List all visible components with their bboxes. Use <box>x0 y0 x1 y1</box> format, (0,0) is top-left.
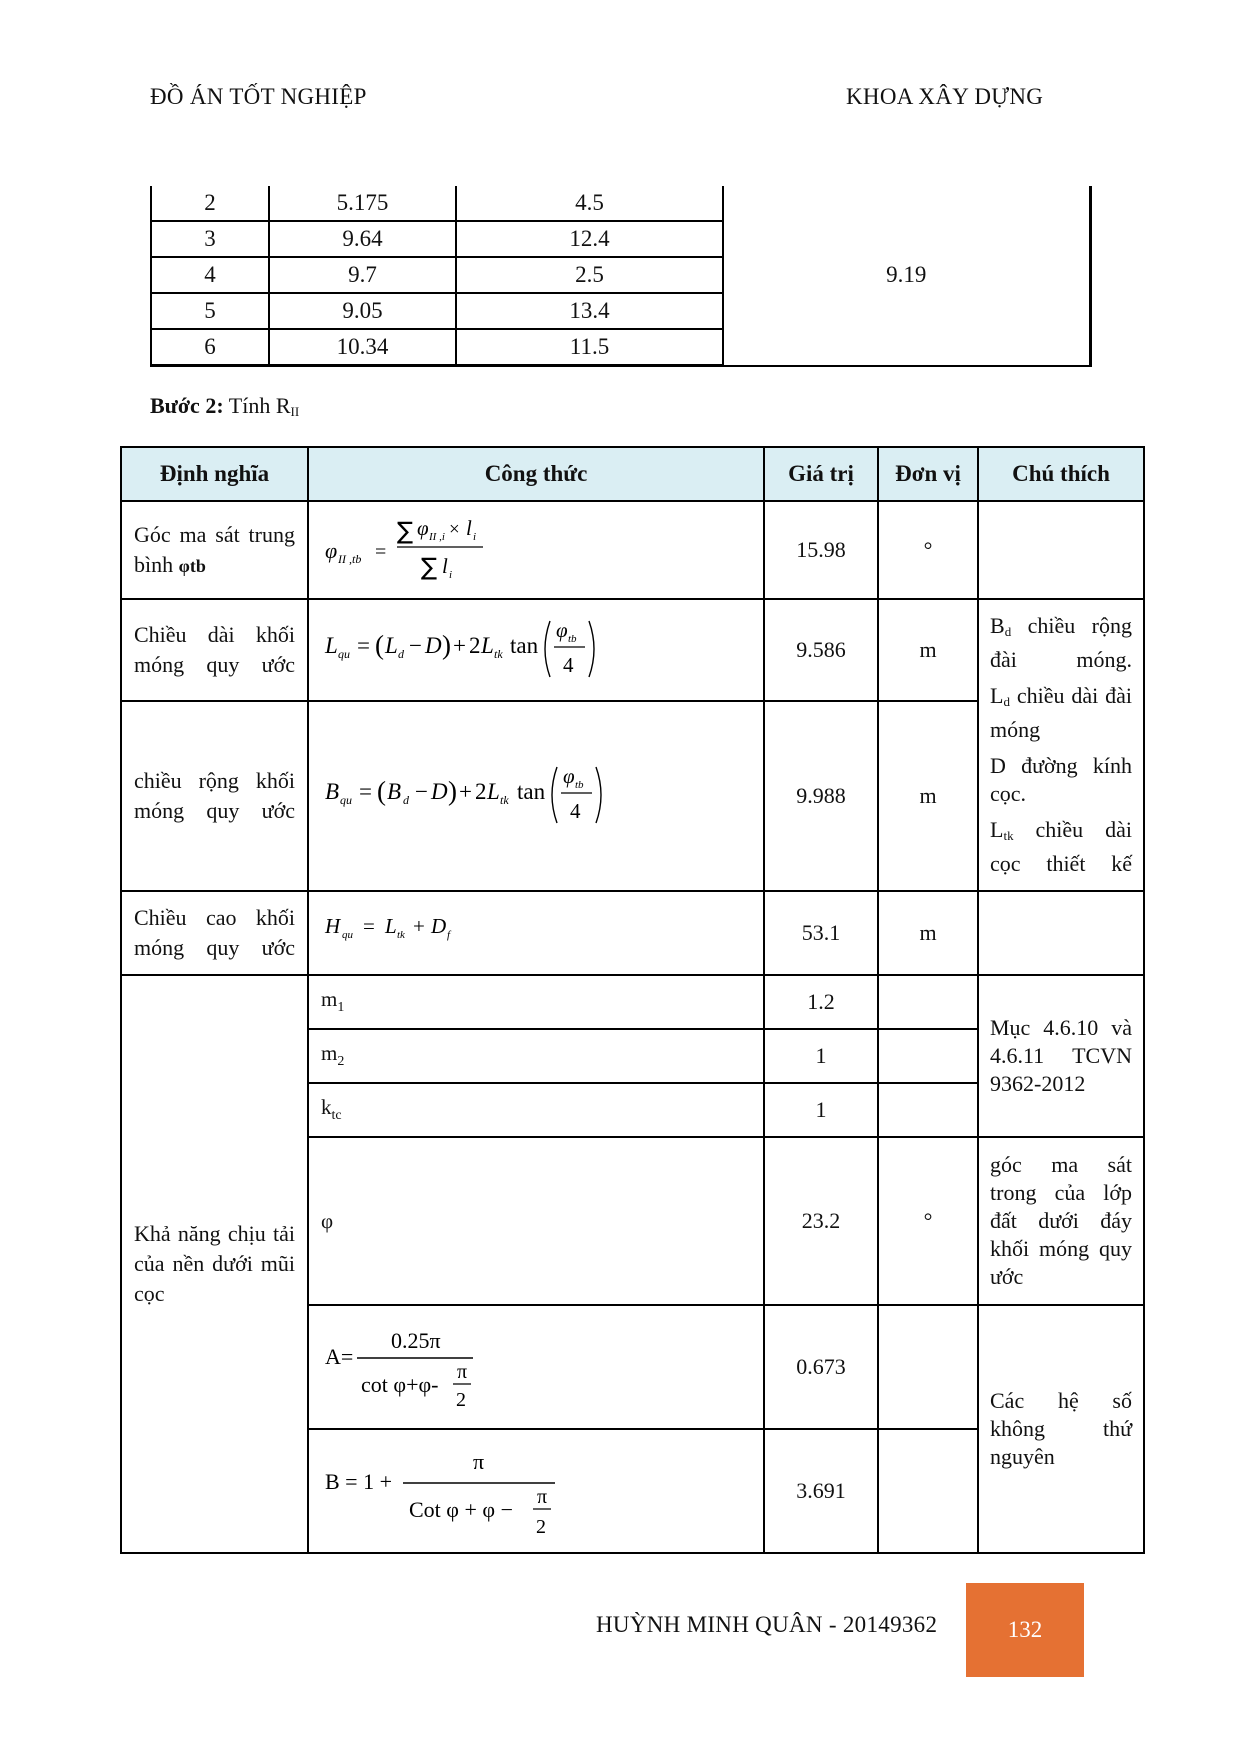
symbol-cell: $k_{tc}$ <box>308 1083 764 1137</box>
svg-text:∑: ∑ <box>421 553 438 581</box>
note-cell <box>978 501 1144 599</box>
formula-b-qu-svg <box>323 753 643 833</box>
svg-text:φ: φ <box>556 618 568 642</box>
col-header-note: Chú thích <box>978 447 1144 501</box>
svg-text:∑: ∑ <box>397 517 414 545</box>
table-row <box>151 186 1090 221</box>
svg-text:L: L <box>487 779 500 804</box>
svg-text:(: ( <box>375 630 384 660</box>
svg-text:L: L <box>385 633 398 658</box>
table-row <box>121 501 1144 599</box>
svg-text:Cot φ + φ −: Cot φ + φ − <box>409 1497 513 1522</box>
table-header-row <box>121 447 1144 501</box>
svg-text:D: D <box>425 633 442 658</box>
svg-text:tb: tb <box>568 633 577 645</box>
definition-cell: Chiều dài khối móng quy ước <box>121 599 308 701</box>
svg-text:+: + <box>413 914 425 938</box>
svg-text:D: D <box>431 779 448 804</box>
unit-cell <box>878 1083 978 1137</box>
note-line: D đường kính cọc. <box>990 753 1132 806</box>
svg-text:d: d <box>398 647 404 661</box>
svg-text:=: = <box>363 914 375 938</box>
formula-b-qu <box>308 701 764 891</box>
svg-text:tk: tk <box>500 793 509 807</box>
svg-text:l: l <box>442 554 448 578</box>
value-cell: 3.691 <box>764 1429 878 1553</box>
svg-text:qu: qu <box>342 929 353 941</box>
svg-text:2: 2 <box>536 1516 546 1538</box>
svg-text:×: × <box>449 519 460 540</box>
value-cell: 9.586 <box>764 599 878 701</box>
svg-text:qu: qu <box>338 647 350 661</box>
svg-text:φ: φ <box>325 538 338 563</box>
definition-cell: Khả năng chịu tải của nền dưới mũi cọc <box>121 975 308 1553</box>
svg-text:=: = <box>359 779 372 804</box>
unit-cell: ° <box>878 501 978 599</box>
svg-text:=: = <box>357 633 370 658</box>
value-cell: 53.1 <box>764 891 878 975</box>
note-line: $B_d$ chiều rộng đài móng. <box>990 613 1132 672</box>
svg-text:II ,i: II ,i <box>429 531 445 543</box>
svg-text:tb: tb <box>575 779 584 791</box>
note-line: $L_{tk}$ chiều dài cọc thiết kế <box>990 817 1132 876</box>
svg-text:π: π <box>457 1361 468 1383</box>
layer-no: 3 <box>151 221 269 257</box>
formula-phi-tb <box>308 501 764 599</box>
svg-text:+: + <box>459 779 472 804</box>
svg-text:=: = <box>375 541 387 563</box>
layer-no: 4 <box>151 257 269 293</box>
svg-text:B = 1 +: B = 1 + <box>325 1469 392 1494</box>
svg-text:0.25π: 0.25π <box>391 1328 441 1353</box>
value-cell: 23.2 <box>764 1137 878 1305</box>
unit-cell <box>878 975 978 1029</box>
svg-text:i: i <box>449 569 453 581</box>
symbol-cell: φ <box>308 1137 764 1305</box>
formula-h-qu <box>308 891 764 975</box>
footer-author: HUỲNH MINH QUÂN - 20149362 <box>596 1612 938 1637</box>
svg-text:tk: tk <box>494 647 503 661</box>
unit-cell <box>878 1429 978 1553</box>
definition-text: Góc ma sát trung bình <box>134 521 295 577</box>
header-left: ĐỒ ÁN TỐT NGHIỆP <box>150 84 367 109</box>
svg-text:tan: tan <box>517 779 546 804</box>
step-text: Tính R <box>228 393 291 418</box>
value-cell: 1.2 <box>764 975 878 1029</box>
definition-cell: chiều rộng khối móng quy ước <box>121 701 308 891</box>
col-header-definition: Định nghĩa <box>121 447 308 501</box>
note-phi: góc ma sát trong của lớp đất dưới đáy khối móng quy ước <box>978 1137 1144 1305</box>
value-cell: 0.673 <box>764 1305 878 1429</box>
rii-table <box>120 446 1145 1554</box>
unit-cell <box>878 1305 978 1429</box>
svg-text:l: l <box>466 516 472 540</box>
layer-no: 5 <box>151 293 269 329</box>
value-cell: 1 <box>764 1029 878 1083</box>
step-heading <box>150 393 299 420</box>
col-header-value: Giá trị <box>764 447 878 501</box>
unit-cell <box>878 1029 978 1083</box>
svg-text:4: 4 <box>570 799 581 823</box>
definition-cell: Chiều cao khối móng quy ước <box>121 891 308 975</box>
layer-thickness: 9.7 <box>269 257 456 293</box>
step-sub: II <box>290 404 300 419</box>
layer-phi: 13.4 <box>456 293 723 329</box>
svg-text:i: i <box>473 531 477 543</box>
value-cell: 9.988 <box>764 701 878 891</box>
formula-a <box>308 1305 764 1429</box>
phi-average: 9.19 <box>723 186 1090 366</box>
col-header-unit: Đơn vị <box>878 447 978 501</box>
layer-thickness: 9.05 <box>269 293 456 329</box>
svg-text:2: 2 <box>475 779 487 804</box>
formula-a-svg <box>323 1314 523 1414</box>
svg-text:qu: qu <box>340 793 352 807</box>
layer-thickness: 10.34 <box>269 329 456 366</box>
formula-phi-tb-svg <box>323 507 523 587</box>
svg-text:φ: φ <box>563 764 575 788</box>
layer-thickness: 9.64 <box>269 221 456 257</box>
table-row <box>121 891 1144 975</box>
layer-phi: 4.5 <box>456 186 723 221</box>
svg-text:L: L <box>481 633 494 658</box>
formula-h-qu-svg <box>323 905 523 955</box>
value-cell: 1 <box>764 1083 878 1137</box>
unit-cell: m <box>878 891 978 975</box>
note-cell <box>978 891 1144 975</box>
svg-text:4: 4 <box>563 653 574 677</box>
svg-text:L: L <box>385 914 397 938</box>
layer-no: 6 <box>151 329 269 366</box>
symbol-cell: $m_1$ <box>308 975 764 1029</box>
svg-text:B: B <box>387 779 402 804</box>
formula-b-svg <box>323 1433 563 1543</box>
svg-text:π: π <box>473 1449 485 1474</box>
layer-table <box>150 186 1092 367</box>
svg-text:φ: φ <box>417 516 429 540</box>
layer-phi: 2.5 <box>456 257 723 293</box>
formula-b <box>308 1429 764 1553</box>
svg-text:D: D <box>431 914 447 938</box>
definition-cell <box>121 501 308 599</box>
unit-cell: m <box>878 701 978 891</box>
svg-text:cot φ+φ-: cot φ+φ- <box>361 1372 439 1397</box>
svg-text:): ) <box>448 776 457 806</box>
svg-text:(: ( <box>377 776 386 806</box>
svg-text:B: B <box>325 779 340 804</box>
svg-text:H: H <box>325 914 341 938</box>
svg-text:d: d <box>403 793 409 807</box>
note-tcvn: Mục 4.6.10 và 4.6.11 TCVN 9362-2012 <box>978 975 1144 1137</box>
svg-text:π: π <box>537 1486 548 1508</box>
definition-symbol: φtb <box>178 555 206 576</box>
page-number: 132 <box>966 1583 1084 1677</box>
header-right: KHOA XÂY DỰNG <box>846 84 1044 109</box>
layer-phi: 11.5 <box>456 329 723 366</box>
svg-text:): ) <box>442 630 451 660</box>
svg-text:−: − <box>415 779 428 804</box>
formula-l-qu-svg <box>323 607 623 687</box>
svg-text:A=: A= <box>325 1344 354 1369</box>
col-header-formula: Công thức <box>308 447 764 501</box>
layer-no: 2 <box>151 186 269 221</box>
svg-text:tk: tk <box>397 929 405 941</box>
table-row <box>121 599 1144 701</box>
layer-thickness: 5.175 <box>269 186 456 221</box>
svg-text:f: f <box>447 929 451 941</box>
unit-cell: m <box>878 599 978 701</box>
value-cell: 15.98 <box>764 501 878 599</box>
svg-text:tan: tan <box>510 633 539 658</box>
note-dimensions <box>978 599 1144 891</box>
svg-text:II ,tb: II ,tb <box>338 552 362 566</box>
svg-text:L: L <box>325 633 338 658</box>
svg-text:2: 2 <box>456 1389 466 1411</box>
symbol-cell: $m_2$ <box>308 1029 764 1083</box>
formula-l-qu <box>308 599 764 701</box>
svg-text:+: + <box>453 633 466 658</box>
unit-cell: ° <box>878 1137 978 1305</box>
note-coefficients: Các hệ số không thứ nguyên <box>978 1305 1144 1553</box>
table-row <box>121 975 1144 1029</box>
svg-text:2: 2 <box>469 633 481 658</box>
svg-text:−: − <box>409 633 422 658</box>
step-label: Bước 2: <box>150 393 224 418</box>
layer-phi: 12.4 <box>456 221 723 257</box>
note-line: $L_d$ chiều dài đài móng <box>990 683 1132 742</box>
